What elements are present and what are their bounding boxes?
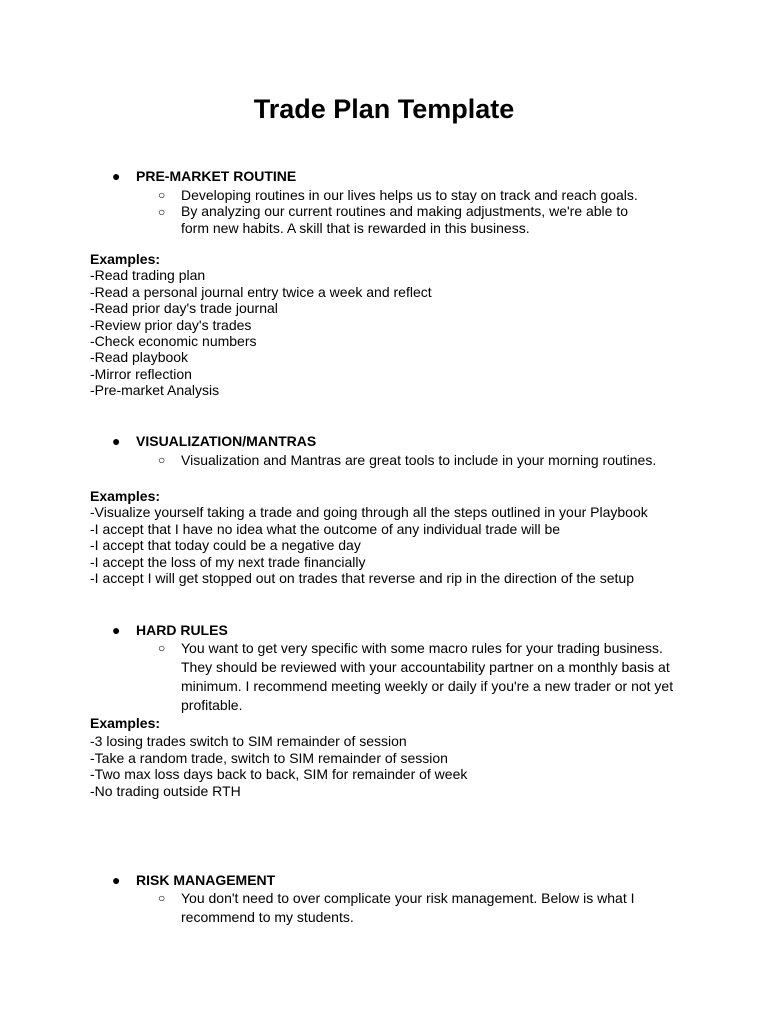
example-item: -Visualize yourself taking a trade and going through all the steps outlined in your Playbook (90, 504, 648, 521)
circle-bullet-icon: ○ (158, 641, 166, 655)
example-item: -Pre-market Analysis (90, 382, 220, 399)
example-item: -No trading outside RTH (90, 782, 241, 799)
examples-list (90, 715, 467, 799)
section-heading-risk-management (112, 871, 275, 889)
example-item: -Mirror reflection (90, 365, 192, 382)
examples-list (90, 251, 432, 399)
example-item: -I accept I will get stopped out on trades that reverse and rip in the direction of the setup (90, 570, 634, 587)
circle-bullet-icon: ○ (158, 891, 166, 905)
example-item: -Read playbook (90, 349, 189, 366)
examples-label: Examples: (90, 251, 161, 267)
example-item: -I accept the loss of my next trade financially (90, 553, 366, 570)
sub-bullet (158, 639, 678, 715)
bullet-icon: ● (112, 872, 121, 888)
example-item: -Read a personal journal entry twice a week and reflect (90, 283, 432, 300)
sub-bullet-text: Developing routines in our lives helps us to stay on track and reach goals. (181, 187, 638, 203)
sub-bullet-text: Visualization and Mantras are great tools to include in your morning routines. (181, 452, 657, 468)
section-heading-hard-rules (112, 621, 228, 639)
heading-label: VISUALIZATION/MANTRAS (136, 433, 317, 449)
sub-bullet (158, 889, 638, 927)
document-title: Trade Plan Template (253, 94, 515, 124)
heading-label: RISK MANAGEMENT (136, 872, 276, 888)
example-item: -I accept that today could be a negative day (90, 537, 361, 554)
example-item: -Check economic numbers (90, 333, 257, 350)
sub-bullet (158, 186, 678, 204)
circle-bullet-icon: ○ (158, 188, 166, 202)
example-item: -Take a random trade, switch to SIM remainder of session (90, 749, 448, 766)
sub-bullet (158, 451, 678, 469)
examples-label: Examples: (90, 488, 161, 504)
example-item: -Read trading plan (90, 267, 206, 284)
heading-label: HARD RULES (136, 622, 228, 638)
bullet-icon: ● (112, 168, 121, 184)
sub-bullet (158, 203, 658, 236)
sub-bullet-text: By analyzing our current routines and making adjustments, we're able to form new habits. A skill that is rewarded in this business. (181, 203, 629, 236)
examples-list (90, 488, 648, 586)
circle-bullet-icon: ○ (158, 205, 166, 219)
example-item: -Review prior day's trades (90, 316, 252, 333)
example-item: -I accept that I have no idea what the outcome of any individual trade will be (90, 520, 561, 537)
circle-bullet-icon: ○ (158, 453, 166, 467)
sub-bullet-text: You want to get very specific with some macro rules for your trading business. They should be reviewed with your accountability partner on a monthly basis at minimum. I recommend meeting weekly or daily if you're a new trader or not yet profitable. (181, 640, 674, 713)
section-heading-visualization (112, 432, 316, 450)
bullet-icon: ● (112, 622, 121, 638)
section-heading-pre-market (112, 167, 296, 185)
sub-bullet-text: You don't need to over complicate your risk management. Below is what I recommend to my students. (181, 890, 635, 925)
example-item: -Read prior day's trade journal (90, 300, 278, 317)
heading-label: PRE-MARKET ROUTINE (136, 168, 297, 184)
examples-label: Examples: (90, 715, 161, 731)
bullet-icon: ● (112, 433, 121, 449)
example-item: -3 losing trades switch to SIM remainder of session (90, 733, 407, 750)
example-item: -Two max loss days back to back, SIM for remainder of week (90, 766, 468, 783)
